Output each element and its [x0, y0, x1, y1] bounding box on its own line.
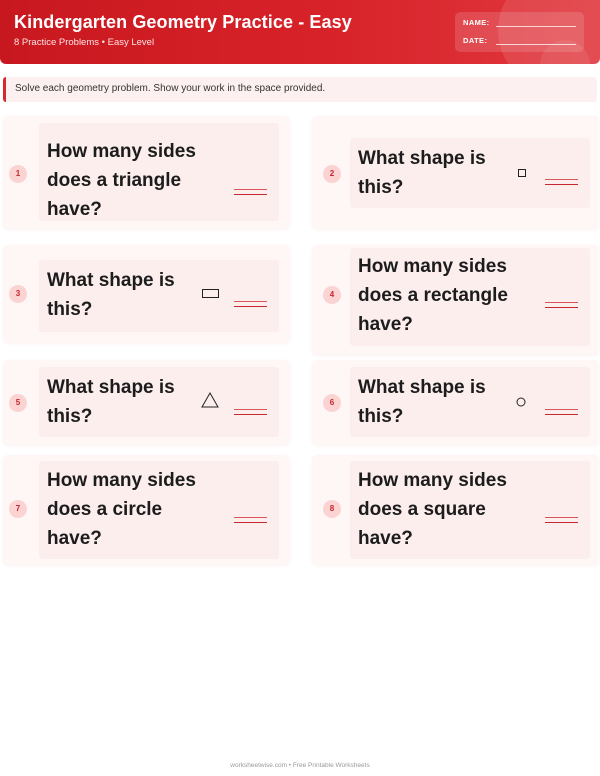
rectangle-icon: [202, 289, 220, 300]
answer-line[interactable]: [234, 301, 267, 307]
worksheet-header: [0, 0, 600, 64]
question-text: How many sides does a circle have?: [47, 470, 196, 549]
instructions-text: Solve each geometry problem. Show your work in the space provided.: [15, 83, 326, 94]
problem-card: [3, 360, 290, 445]
question-box: [39, 260, 279, 332]
problem-card: [3, 455, 290, 565]
name-date-box: [455, 12, 584, 52]
square-icon: [518, 169, 527, 178]
question-text: How many sides does a rectangle have?: [358, 256, 508, 335]
question-text: How many sides does a triangle have?: [47, 141, 196, 220]
problem-number-badge: 6: [323, 394, 341, 412]
question-text: What shape is this?: [358, 148, 486, 198]
problem-number-badge: 2: [323, 165, 341, 183]
name-line: [496, 26, 576, 27]
answer-line[interactable]: [234, 517, 267, 523]
problem-number-badge: 7: [9, 500, 27, 518]
name-field[interactable]: [463, 18, 490, 27]
answer-line[interactable]: [545, 179, 578, 185]
instructions-bar: [3, 77, 597, 102]
problem-number-badge: 3: [9, 285, 27, 303]
date-label: DATE:: [463, 36, 488, 45]
name-label: NAME:: [463, 18, 490, 27]
answer-line[interactable]: [545, 517, 578, 523]
answer-line[interactable]: [234, 409, 267, 415]
question-box: [350, 461, 590, 559]
question-box: [350, 138, 590, 208]
worksheet-title: Kindergarten Geometry Practice - Easy: [14, 12, 352, 32]
problem-card: [312, 360, 599, 445]
answer-line[interactable]: [545, 409, 578, 415]
problem-card: [312, 116, 599, 229]
date-field[interactable]: [463, 36, 487, 45]
date-line: [496, 44, 576, 45]
problem-number-badge: 8: [323, 500, 341, 518]
problem-number-badge: 4: [323, 286, 341, 304]
question-box: [350, 367, 590, 437]
worksheet-subtitle: 8 Practice Problems • Easy Level: [14, 37, 155, 48]
question-box: [39, 461, 279, 559]
problem-number-badge: 1: [9, 165, 27, 183]
problem-number-badge: 5: [9, 394, 27, 412]
answer-line[interactable]: [234, 189, 267, 195]
circle-icon: [516, 397, 527, 408]
problem-card: [312, 245, 599, 355]
problem-card: [312, 455, 599, 565]
triangle-icon: [201, 392, 219, 409]
question-box: [350, 248, 590, 346]
problem-card: [3, 116, 290, 229]
page-footer: worksheetwise.com • Free Printable Worksheets: [230, 762, 370, 769]
question-box: [39, 367, 279, 437]
question-box: [39, 123, 279, 221]
question-text: How many sides does a square have?: [358, 470, 507, 549]
question-text: What shape is this?: [358, 377, 486, 427]
problem-card: [3, 245, 290, 343]
answer-line[interactable]: [545, 302, 578, 308]
question-text: What shape is this?: [47, 377, 175, 427]
question-text: What shape is this?: [47, 270, 175, 320]
